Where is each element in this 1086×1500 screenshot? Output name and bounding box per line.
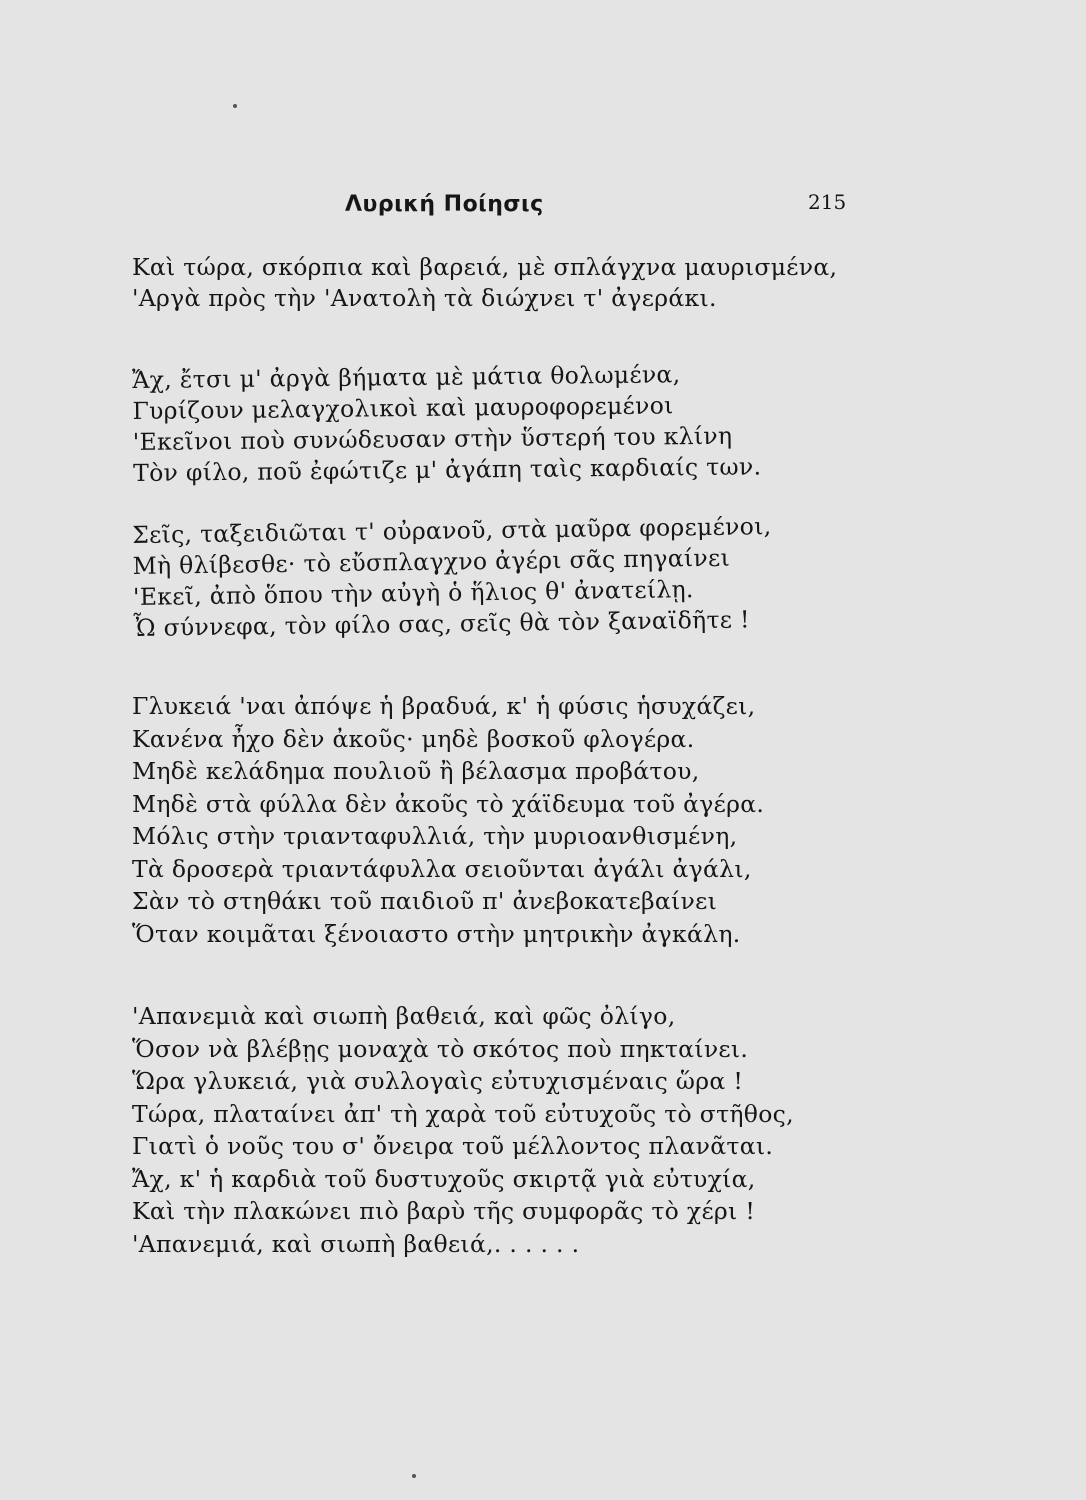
verse-line: Γλυκειά 'ναι ἀπόψε ἡ βραδυά, κ' ἡ φύσις ἡσυχάζει, [132, 692, 756, 720]
verse-line: 'Εκεῖ, ἀπὸ ὅπου τὴν αὐγὴ ὁ ἥλιος θ' ἀνατείλῃ. [132, 575, 694, 611]
verse-line: Ὅταν κοιμᾶται ξένοιαστο στὴν μητρικὴν ἀγκάλη. [132, 919, 741, 948]
verse-line: 'Αργὰ πρὸς τὴν 'Ανατολὴ τὰ διώχνει τ' ἀγεράκι. [132, 284, 717, 312]
verse-line: Σεῖς, ταξειδιῶται τ' οὐρανοῦ, στὰ μαῦρα φορεμένοι, [132, 512, 772, 549]
verse-line: 'Απανεμιά, καὶ σιωπὴ βαθειά,. . . . . . [132, 1229, 580, 1258]
verse-line: Μόλις στὴν τριανταφυλλιά, τὴν μυριοανθισμένη, [132, 822, 738, 850]
verse-line: Ἄχ, ἔτσι μ' ἀργὰ βήματα μὲ μάτια θολωμένα, [132, 360, 681, 394]
verse-line: Γυρίζουν μελαγχολικοὶ καὶ μαυροφορεμένοι [132, 391, 674, 425]
verse-line: Ἄχ, κ' ἡ καρδιὰ τοῦ δυστυχοῦς σκιρτᾷ γιὰ εὐτυχία, [132, 1164, 756, 1193]
verse-line: Τὸν φίλο, ποῦ ἐφώτιζε μ' ἀγάπη ταὶς καρδιαίς των. [132, 452, 762, 487]
verse-line: Ὦ σύννεφα, τὸν φίλο σας, σεῖς θὰ τὸν ξαναϊδῆτε ! [133, 605, 750, 642]
verse-line: Τώρα, πλαταίνει ἀπ' τὴ χαρὰ τοῦ εὐτυχοῦς τὸ στῆθος, [132, 1099, 794, 1128]
stanza-4 [132, 690, 764, 950]
verse-line: Ὥρα γλυκειά, γιὰ συλλογαὶς εὐτυχισμέναις ὥρα ! [132, 1067, 744, 1095]
running-header-title: Λυρική Ποίησις [345, 192, 544, 217]
verse-line: Ὅσον νὰ βλέβῃς μοναχὰ τὸ σκότος ποὺ πηκταίνει. [132, 1034, 749, 1063]
verse-line: 'Απανεμιὰ καὶ σιωπὴ βαθειά, καὶ φῶς ὀλίγο, [132, 1002, 676, 1030]
verse-line: Κανένα ἦχο δὲν ἀκοῦς· μηδὲ βοσκοῦ φλογέρα. [132, 724, 695, 753]
verse-line: Σὰν τὸ στηθάκι τοῦ παιδιοῦ π' ἀνεβοκατεβαίνει [132, 887, 718, 915]
stanza-2 [132, 358, 761, 489]
paper-speck [412, 1474, 416, 1478]
verse-line: Τὰ δροσερὰ τριαντάφυλλα σειοῦνται ἀγάλι ἀγάλι, [132, 854, 752, 883]
verse-line: 'Εκεῖνοι ποὺ συνώδευσαν στὴν ὕστερή του κλίνη [132, 421, 733, 456]
paper-speck [233, 104, 237, 108]
verse-line: Μηδὲ στὰ φύλλα δὲν ἀκοῦς τὸ χάϊδευμα τοῦ ἀγέρα. [132, 789, 765, 818]
verse-line: Μὴ θλίβεσθε· τὸ εὔσπλαγχνο ἀγέρι σᾶς πηγαίνει [132, 543, 731, 580]
verse-line: Μηδὲ κελάδημα πουλιοῦ ἢ βέλασμα προβάτου, [132, 757, 700, 785]
stanza-5 [132, 1000, 794, 1260]
verse-line: Καὶ τὴν πλακώνει πιὸ βαρὺ τῆς συμφορᾶς τὸ χέρι ! [132, 1197, 756, 1225]
verse-line: Καὶ τώρα, σκόρπια καὶ βαρειά, μὲ σπλάγχνα μαυρισμένα, [132, 253, 838, 281]
verse-line: Γιατὶ ὁ νοῦς του σ' ὄνειρα τοῦ μέλλοντος πλανᾶται. [132, 1132, 774, 1160]
page-number: 215 [808, 190, 847, 214]
stanza-1 [132, 252, 837, 314]
stanza-3 [132, 511, 773, 644]
